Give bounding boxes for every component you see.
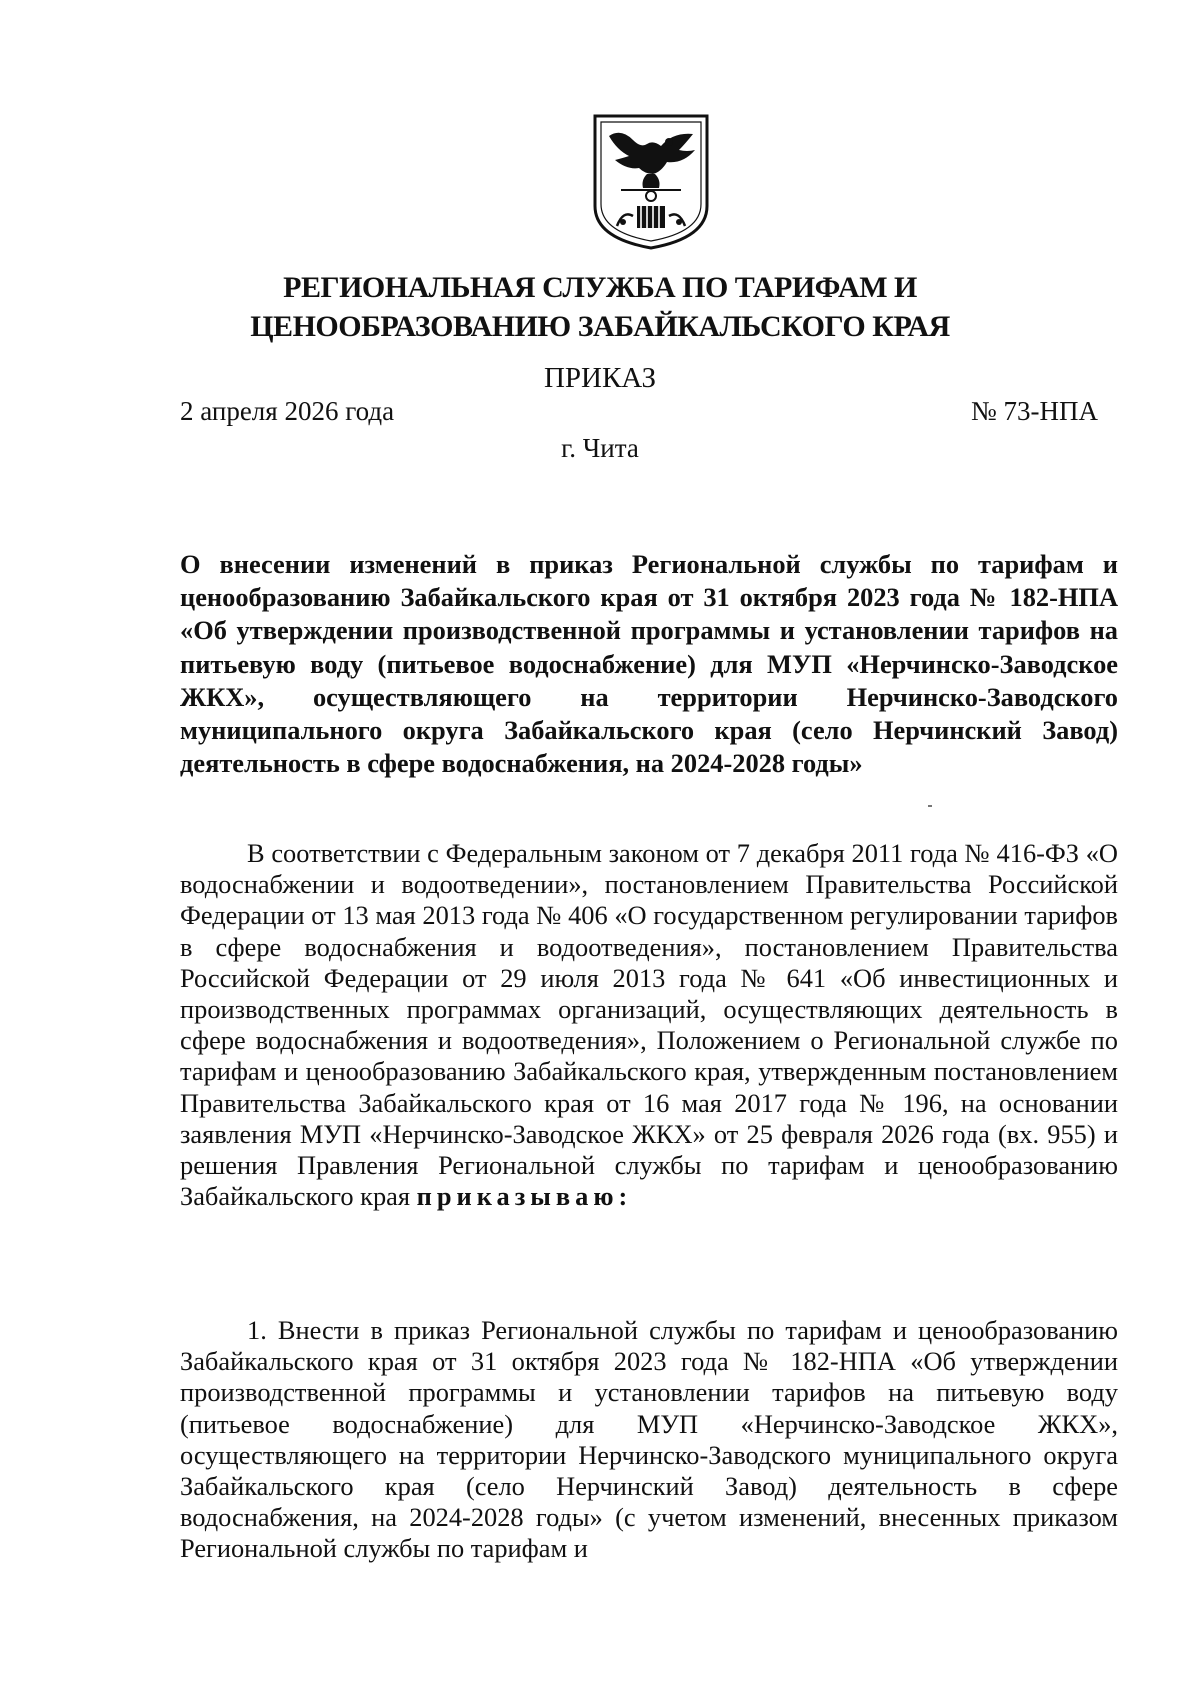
organization-name-line1: РЕГИОНАЛЬНАЯ СЛУЖБА ПО ТАРИФАМ И: [283, 271, 917, 304]
document-subject: О внесении изменений в приказ Региональной службы по тарифам и ценообразованию Забайкальского края от 31 октября 2023 года № 182-НПА «Об утверждении производственной программы и установлении тарифов на питьевую воду (питьевое водоснабжение) для МУП «Нерчинско-Заводское ЖКХ», осуществляющего на территории Нерчинско-Заводского муниципального округа Забайкальского края (село Нерчинский Завод) деятельность в сфере водоснабжения, на 2024-2028 годы»: [180, 549, 1118, 779]
document-number: № 73-НПА: [971, 396, 1098, 426]
document-date: 2 апреля 2026 года: [180, 396, 395, 426]
scan-speck: [928, 805, 932, 807]
document-type: ПРИКАЗ: [543, 362, 657, 394]
order-word: приказываю:: [416, 1181, 633, 1212]
organization-name-line2: ЦЕНООБРАЗОВАНИЮ ЗАБАЙКАЛЬСКОГО КРАЯ: [250, 310, 950, 343]
preamble-paragraph: [180, 838, 1118, 1212]
organization-name: [180, 268, 1020, 346]
item-1-paragraph: 1. Внести в приказ Региональной службы по тарифам и ценообразованию Забайкальского края от 31 октября 2023 года № 182-НПА «Об утверждении производственной программы и установлении тарифов на питьевую воду (питьевое водоснабжение) для МУП «Нерчинско-Заводское ЖКХ», осуществляющего на территории Нерчинско-Заводского муниципального округа Забайкальского края (село Нерчинский Завод) деятельность в сфере водоснабжения, на 2024-2028 годы» (с учетом изменений, внесенных приказом Региональной службы по тарифам и: [180, 1315, 1118, 1564]
document-city: г. Чита: [561, 433, 639, 463]
preamble-text: В соответствии с Федеральным законом от 7 декабря 2011 года № 416-ФЗ «О водоснабжении и водоотведении», постановлением Правительства Российской Федерации от 13 мая 2013 года № 406 «О государственном регулировании тарифов в сфере водоснабжения и водоотведения», постановлением Правительства Российской Федерации от 29 июля 2013 года № 641 «Об инвестиционных и производственных программах организаций, осуществляющих деятельность в сфере водоснабжения и водоотведения», Положением о Региональной службе по тарифам и ценообразованию Забайкальского края, утвержденным постановлением Правительства Забайкальского края от 16 мая 2017 года № 196, на основании заявления МУП «Нерчинско-Заводское ЖКХ» от 25 февраля 2026 года (вх. 955) и решения Правления Региональной службы по тарифам и ценообразованию Забайкальского края: [180, 838, 1118, 1212]
coat-of-arms-icon: [587, 110, 715, 252]
